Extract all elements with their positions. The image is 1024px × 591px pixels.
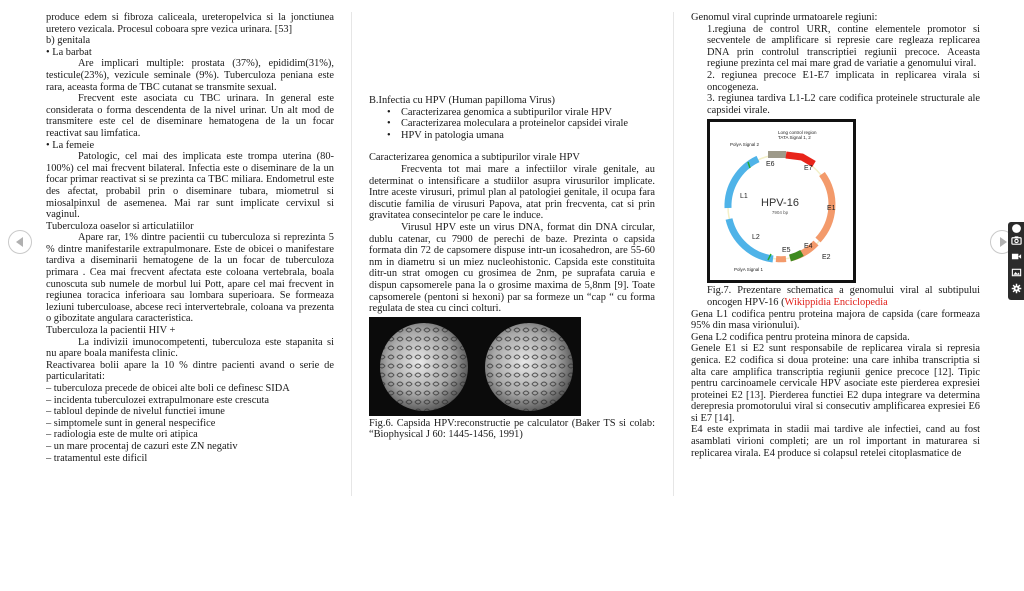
paragraph: La indivizii imunocompetenti, tuberculoza este stapanita si nu apare boala manifesta clinic. [46, 337, 334, 360]
page-left [46, 12, 334, 508]
chevron-left-icon [16, 237, 23, 247]
close-toolbar-button[interactable] [1009, 224, 1023, 232]
paragraph: produce edem si fibroza caliceala, ureteropelvica si la jonctiunea uretero vezicala. Procesul coboara spre vezica urinara. [53] [46, 12, 334, 35]
bullet-heading: • La barbat [46, 47, 334, 59]
previous-page-button[interactable] [8, 230, 32, 254]
label-e4: E4 [804, 243, 813, 250]
list-item: – radiologia este de multe ori atipica [46, 429, 334, 441]
camera-icon [1011, 235, 1022, 246]
paragraph: Frecvent este asociata cu TBC urinara. In general este considerata o forma descendenta de la nivel urinar. Un alt mod de transmitere este cel de diseminare hematogena de la un focar reactivat sau limfatica. [46, 93, 334, 139]
label-polya2: PolyA Signal 2 [730, 142, 760, 147]
gallery-icon [1011, 267, 1022, 278]
label-e5: E5 [782, 247, 791, 254]
record-video-button[interactable] [1009, 248, 1023, 264]
list-item: 3. regiunea tardiva L1-L2 care codifica proteinele structurale ale capsidei virale. [691, 93, 980, 116]
gallery-button[interactable] [1009, 264, 1023, 280]
paragraph: Patologic, cel mai des implicata este trompa uterina (80-100%) cel mai frecvent bilateral. Infectia este o diseminare de la un focar primar reactivat si se prezinta ca TBC miliara. Endometrul este des afectat, probabil prin o diseminare tubara, miometrul si miosalpinxul de asemenea. Mai rar sunt implicate cervixul si vaginul. [46, 151, 334, 221]
heading: Tuberculoza la pacientii HIV + [46, 325, 334, 337]
label-lcr: Long control region [778, 130, 817, 135]
capsid-figure-image [369, 317, 581, 416]
list-item: – tabloul depinde de nivelul functiei imune [46, 406, 334, 418]
paragraph: Gena L2 codifica pentru proteina minora de capsida. [691, 332, 980, 344]
label-tata: TATA Signal 1, 2 [778, 135, 811, 140]
list-item: 1.regiuna de control URR, contine elementele promotor si secventele de amplificare si represie care regleaza replicarea DNA prin controlul transcriptiei regiunii precoce. Aceasta regiune prezinta cel mai mare grad de variatie a genomului viral. [691, 24, 980, 70]
list-item: • HPV in patologia umana [369, 130, 655, 142]
figure-caption: Fig.6. Capsida HPV:reconstructie pe calculator (Baker TS si colab: “Biophysical J 60: 1445-1456, 1991) [369, 418, 655, 441]
list-item: • Caracterizarea genomica a subtipurilor virale HPV [369, 107, 655, 119]
bullet-list [369, 107, 655, 142]
page-divider [673, 12, 674, 496]
dash-list [46, 383, 334, 464]
l2-arc [729, 219, 773, 259]
list-item: – un mare procentaj de cazuri este ZN negativ [46, 441, 334, 453]
e4-arc [790, 253, 802, 258]
gear-icon [1011, 283, 1022, 294]
diagram-title: HPV-16 [761, 197, 799, 209]
figure-caption-text: Fig.7. Prezentare schematica a genomului viral al subtipului oncogen HPV-16 ( [707, 285, 980, 308]
capture-toolbar [1008, 222, 1024, 300]
paragraph: Genele E1 si E2 sunt responsabile de replicarea virala si represia genica. E2 codifica si doua proteine: una care inhiba transcriptia si alta care amplifica transcriptia regiunii genice precoce [12]. Tipic pentru carcinoamele cervicale HPV asociate este pierderea expresiei proteinei E2 [13]. Pierderea functiei E2 dupa integrare va determina derepresia promotorului viral si consecutiv amplificarea expresiei E6 si E7 [14]. [691, 343, 980, 424]
list-item: – tuberculoza precede de obicei alte boli ce definesc SIDA [46, 383, 334, 395]
label-l2: L2 [752, 234, 760, 241]
lcr-box [768, 151, 786, 158]
paragraph: Genomul viral cuprinde urmatoarele regiuni: [691, 12, 980, 24]
page-divider [351, 12, 352, 496]
paragraph: Virusul HPV este un virus DNA, format din DNA circular, dublu catenar, cu 7900 de perechi de baze. Prezinta o capsida formata din 72 de capsomere dispuse intr-un icosahedron, are 55-60 nm in diametru si un miez nucleohistonic. Capsida este constituita ditr-un strat omogen cu grosimea de 2nm, pe suprafata caruia e dispun capsomerele pana la o grosime maxima de 5,8nm [9]. Toate capsomerele (pentoni si hexoni) par sa formeze un “cap “ cu forma regulata de stea cu cinci colturi. [369, 222, 655, 315]
paragraph: Reactivarea bolii apare la 10 % dintre pacienti avand o serie de particularitati: [46, 360, 334, 383]
paragraph: Apare rar, 1% dintre pacientii cu tuberculoza si reprezinta 5 % dintre manifestarile extrapulmonare. Este de obicei o manifestare tardiva a diseminarii hematogene de la un focar de tuberculoza primara . Cea mai frecvent afectata este coloana vertebrala, boala cunoscuta sub numele de morbul lui Pott, apare cel mai frecvent in regiunea toracica inferioara sau lombara superioara. Se formeaza leziuni tuberculoase, abcese reci intervertebrale, coloana va prezenta o gibozitate angulara caracteristica. [46, 232, 334, 325]
label-e1: E1 [827, 205, 836, 212]
paragraph: Gena L1 codifica pentru proteina majora de capsida (care formeaza 95% din masa virionului). [691, 309, 980, 332]
paragraph: Frecventa tot mai mare a infectiilor virale genitale, au determinat o intensificare a studiilor asupra virusurilor implicate. Intre aceste virusuri, primul plan al patologiei genitale, il ocupa fara discutie familia de virusuri Papova, atat prin frecventa, cat si prin gravitatea consecintelor pe care le induce. [369, 164, 655, 222]
label-polya1: PolyA Signal 1 [734, 267, 764, 272]
label-e7: E7 [804, 165, 813, 172]
e6-e7-arc [786, 155, 814, 164]
list-item: – incidenta tuberculozei extrapulmonare este crescuta [46, 395, 334, 407]
figure-caption [691, 285, 980, 308]
subheading: Caracterizarea genomica a subtipurilor virale HPV [369, 152, 655, 164]
source-link[interactable]: Wikippidia Enciclopedia [785, 297, 888, 308]
list-item: 2. regiunea precoce E1-E7 implicata in replicarea virala si oncogeneza. [691, 70, 980, 93]
l1-arc [728, 159, 758, 208]
list-item: – simptomele sunt in general nespecifice [46, 418, 334, 430]
paragraph: Are implicari multiple: prostata (37%), epididim(31%), testicule(23%), vezicule seminale (9%). Tuberculoza peniana este rara, aceasta forma de TBC cutanat se transmite sexual. [46, 58, 334, 93]
page-middle [369, 95, 655, 591]
screenshot-button[interactable] [1009, 232, 1023, 248]
list-item: – tratamentul este dificil [46, 453, 334, 465]
settings-button[interactable] [1009, 280, 1023, 296]
paragraph: E4 este exprimata in stadii mai tardive ale infectiei, cand au fost asamblati virioni completi; are un rol important in maturarea si replicarea virala. E4 produce si colapsul retelei citoplasmatice de [691, 424, 980, 459]
page-right [691, 12, 980, 508]
video-icon [1011, 251, 1022, 262]
heading: Tuberculoza oaselor si articulatiilor [46, 221, 334, 233]
diagram-subtitle: 7904 bp [772, 210, 789, 215]
heading: b) genitala [46, 35, 334, 47]
chevron-right-icon [1000, 237, 1007, 247]
label-e2: E2 [822, 254, 831, 261]
list-item: • Caracterizarea moleculara a proteinelor capsidei virale [369, 118, 655, 130]
label-l1: L1 [740, 193, 748, 200]
section-title: B.Infectia cu HPV (Human papilloma Virus) [369, 95, 655, 107]
hpv16-genome-diagram [707, 119, 856, 283]
label-e6: E6 [766, 161, 775, 168]
bullet-heading: • La femeie [46, 140, 334, 152]
